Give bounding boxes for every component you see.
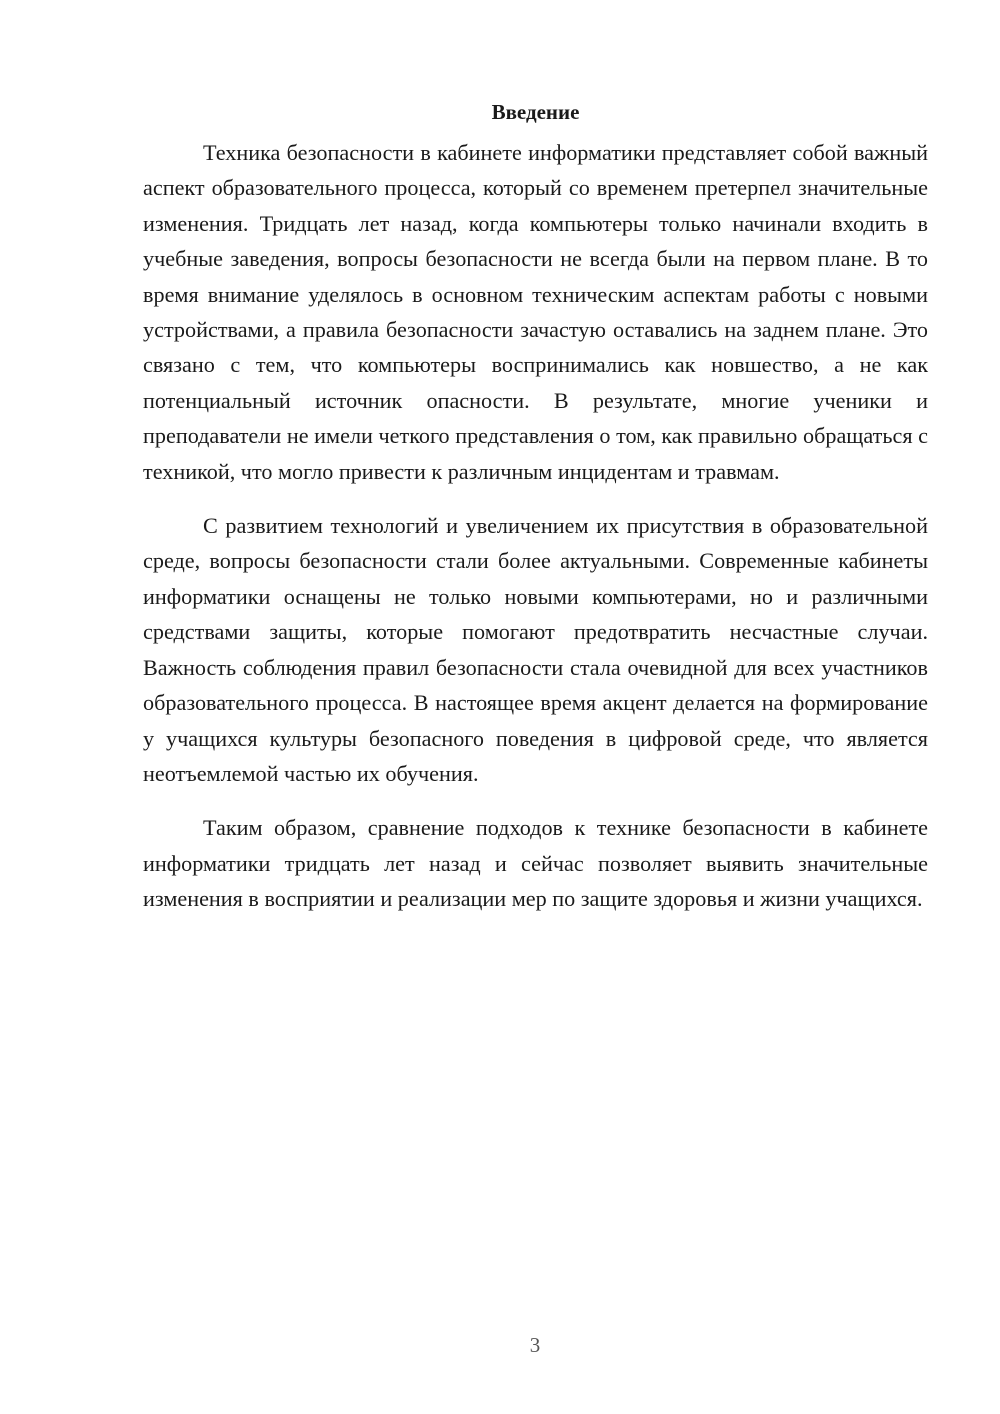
page-number: 3 bbox=[529, 1333, 541, 1357]
paragraph-1: Техника безопасности в кабинете информатики представляет собой важный аспект образовательного процесса, который со временем претерпел значительные изменения. Тридцать лет назад, когда компьютеры только начинали входить в учебные заведения, вопросы безопасности не всегда были на первом плане. В то время внимание уделялось в основном техническим аспектам работы с новыми устройствами, а правила безопасности зачастую оставались на заднем плане. Это связано с тем, что компьютеры воспринимались как новшество, а не как потенциальный источник опасности. В результате, многие ученики и преподаватели не имели четкого представления о том, как правильно обращаться с техникой, что могло привести к различным инцидентам и травмам. bbox=[143, 140, 928, 484]
section-heading: Введение bbox=[491, 100, 580, 124]
paragraph-2: С развитием технологий и увеличением их присутствия в образовательной среде, вопросы безопасности стали более актуальными. Современные кабинеты информатики оснащены не только новыми компьютерами, но и различными средствами защиты, которые помогают предотвратить несчастные случаи. Важность соблюдения правил безопасности стала очевидной для всех участников образовательного процесса. В настоящее время акцент делается на формирование у учащихся культуры безопасного поведения в цифровой среде, что является неотъемлемой частью их обучения. bbox=[143, 513, 928, 786]
page-content bbox=[143, 95, 928, 936]
paragraph-3: Таким образом, сравнение подходов к технике безопасности в кабинете информатики тридцать лет назад и сейчас позволяет выявить значительные изменения в восприятии и реализации мер по защите здоровья и жизни учащихся. bbox=[143, 815, 928, 912]
